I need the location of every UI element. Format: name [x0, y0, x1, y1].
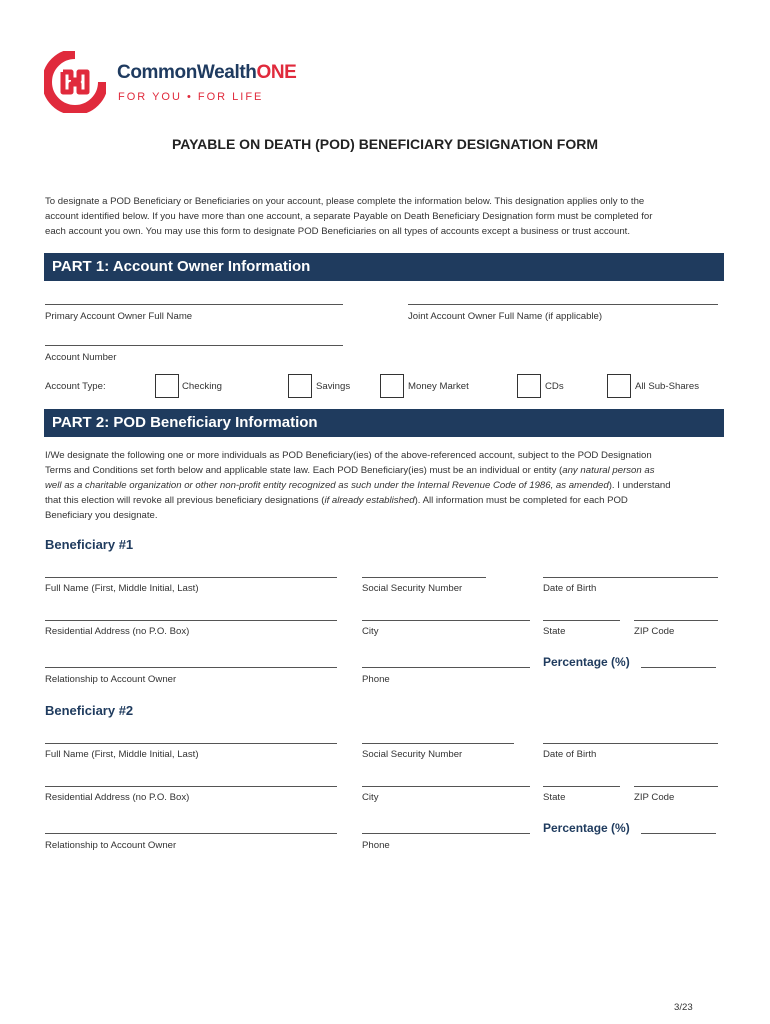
checking-label: Checking [182, 381, 222, 392]
address-label: Residential Address (no P.O. Box) [45, 792, 190, 803]
designation-line: well as a charitable organization or other non-profit entity recognized as such under the Internal Revenue Code of 1986, as amended). I understand [45, 480, 671, 491]
state-label: State [543, 626, 566, 637]
beneficiary-2-zip-field[interactable] [634, 786, 718, 787]
savings-checkbox[interactable] [288, 374, 312, 398]
beneficiary-1-zip-field[interactable] [634, 620, 718, 621]
beneficiary-2-city-field[interactable] [362, 786, 530, 787]
savings-label: Savings [316, 381, 351, 392]
beneficiary-2-state-field[interactable] [543, 786, 620, 787]
cds-label: CDs [545, 381, 564, 392]
all-sub-shares-label: All Sub-Shares [635, 381, 699, 392]
percentage-label: Percentage (%) [543, 655, 630, 669]
full-name-label: Full Name (First, Middle Initial, Last) [45, 583, 199, 594]
full-name-label: Full Name (First, Middle Initial, Last) [45, 749, 199, 760]
beneficiary-1-state-field[interactable] [543, 620, 620, 621]
part2-heading: PART 2: POD Beneficiary Information [44, 409, 724, 437]
percentage-label: Percentage (%) [543, 821, 630, 835]
zip-label: ZIP Code [634, 792, 675, 803]
joint-owner-name-field[interactable] [408, 304, 718, 305]
intro-paragraph [45, 194, 725, 239]
beneficiary-2-address-field[interactable] [45, 786, 337, 787]
brand-tagline: FOR YOU • FOR LIFE [118, 91, 264, 103]
account-type-label: Account Type: [45, 381, 106, 392]
beneficiary-2-full-name-field[interactable] [45, 743, 337, 744]
primary-owner-label: Primary Account Owner Full Name [45, 311, 193, 322]
form-title: PAYABLE ON DEATH (POD) BENEFICIARY DESIGNATION FORM [172, 136, 598, 152]
all-sub-shares-checkbox[interactable] [607, 374, 631, 398]
designation-line: that this election will revoke all previous beneficiary designations (if already established). All information must be completed for each POD [45, 495, 628, 506]
beneficiary-1-heading: Beneficiary #1 [45, 537, 134, 552]
relationship-label: Relationship to Account Owner [45, 674, 177, 685]
intro-line: each account you own. You may use this form to designate POD Beneficiaries on all types of accounts except a business or trust account. [45, 226, 631, 237]
city-label: City [362, 792, 379, 803]
checking-checkbox[interactable] [155, 374, 179, 398]
account-number-label: Account Number [45, 352, 117, 363]
ssn-label: Social Security Number [362, 749, 463, 760]
designation-line: Terms and Conditions set forth below and applicable state law. Each POD Beneficiary(ies) must be an individual or entity (any natural person as [45, 465, 655, 476]
beneficiary-2-heading: Beneficiary #2 [45, 703, 134, 718]
designation-line: Beneficiary you designate. [45, 510, 158, 521]
beneficiary-2-phone-field[interactable] [362, 833, 530, 834]
beneficiary-2-percentage-field[interactable] [641, 833, 716, 834]
state-label: State [543, 792, 566, 803]
beneficiary-1-address-field[interactable] [45, 620, 337, 621]
joint-owner-label: Joint Account Owner Full Name (if applicable) [408, 311, 603, 322]
money-market-label: Money Market [408, 381, 469, 392]
beneficiary-2-dob-field[interactable] [543, 743, 718, 744]
beneficiary-1-ssn-field[interactable] [362, 577, 486, 578]
beneficiary-1-percentage-field[interactable] [641, 667, 716, 668]
beneficiary-1-full-name-field[interactable] [45, 577, 337, 578]
cds-checkbox[interactable] [517, 374, 541, 398]
address-label: Residential Address (no P.O. Box) [45, 626, 190, 637]
form-version: 3/23 [674, 1002, 693, 1013]
city-label: City [362, 626, 379, 637]
money-market-checkbox[interactable] [380, 374, 404, 398]
relationship-label: Relationship to Account Owner [45, 840, 177, 851]
intro-line: To designate a POD Beneficiary or Beneficiaries on your account, please complete the information below. This designation applies only to the [45, 196, 645, 207]
primary-owner-name-field[interactable] [45, 304, 343, 305]
part1-heading: PART 1: Account Owner Information [44, 253, 724, 281]
company-logo-icon [44, 51, 106, 113]
account-number-field[interactable] [45, 345, 343, 346]
designation-paragraph [45, 448, 725, 523]
brand-name: CommonWealthONE [117, 62, 297, 83]
beneficiary-2-ssn-field[interactable] [362, 743, 514, 744]
dob-label: Date of Birth [543, 583, 597, 594]
phone-label: Phone [362, 840, 390, 851]
intro-line: account identified below. If you have more than one account, a separate Payable on Death Beneficiary Designation form must be completed for [45, 211, 653, 222]
beneficiary-2-relationship-field[interactable] [45, 833, 337, 834]
beneficiary-1-phone-field[interactable] [362, 667, 530, 668]
dob-label: Date of Birth [543, 749, 597, 760]
phone-label: Phone [362, 674, 390, 685]
beneficiary-1-dob-field[interactable] [543, 577, 718, 578]
beneficiary-1-city-field[interactable] [362, 620, 530, 621]
designation-line: I/We designate the following one or more individuals as POD Beneficiary(ies) of the above-referenced account, subject to the POD Designation [45, 450, 652, 461]
ssn-label: Social Security Number [362, 583, 463, 594]
beneficiary-1-relationship-field[interactable] [45, 667, 337, 668]
zip-label: ZIP Code [634, 626, 675, 637]
